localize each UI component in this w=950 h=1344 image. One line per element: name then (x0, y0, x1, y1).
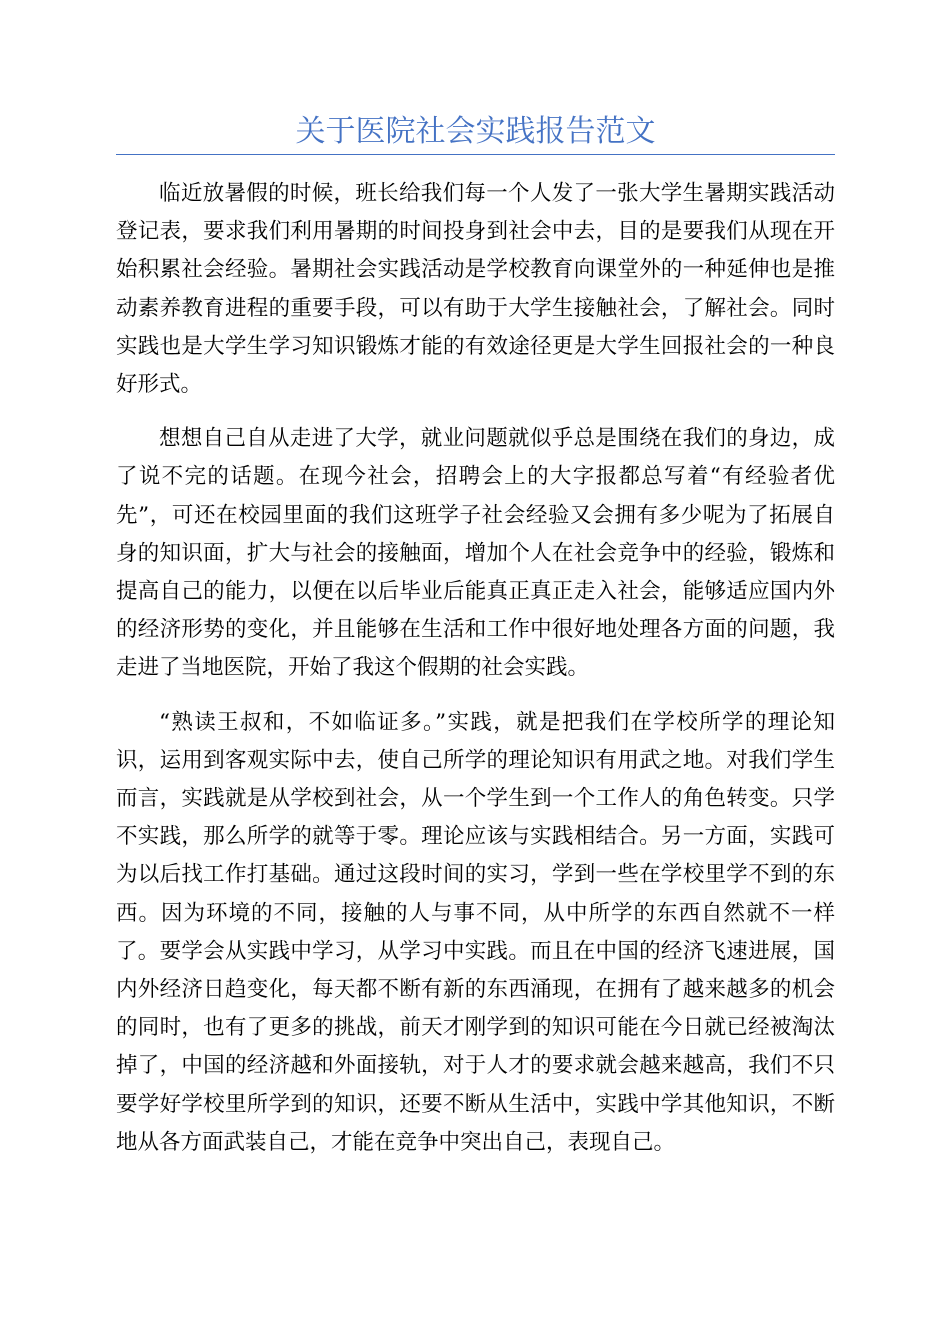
title-underline (116, 154, 835, 155)
document-title: 关于医院社会实践报告范文 (295, 114, 656, 149)
document-body (116, 175, 835, 1178)
paragraph-2: 想想自己自从走进了大学，就业问题就似乎总是围绕在我们的身边，成了说不完的话题。在现今社会，招聘会上的大字报都总写着“有经验者优先”，可还在校园里面的我们这班学子社会经验又会拥有多少呢为了拓展自身的知识面，扩大与社会的接触面，增加个人在社会竞争中的经验，锻炼和提高自己的能力，以便在以后毕业后能真正真正走入社会，能够适应国内外的经济形势的变化，并且能够在生活和工作中很好地处理各方面的问题，我走进了当地医院，开始了我这个假期的社会实践。 (116, 426, 835, 681)
paragraph-1: 临近放暑假的时候，班长给我们每一个人发了一张大学生暑期实践活动登记表，要求我们利用暑期的时间投身到社会中去，目的是要我们从现在开始积累社会经验。暑期社会实践活动是学校教育向课堂外的一种延伸也是推动素养教育进程的重要手段，可以有助于大学生接触社会，了解社会。同时实践也是大学生学习知识锻炼才能的有效途径更是大学生回报社会的一种良好形式。 (116, 181, 835, 398)
paragraph-3: “熟读王叔和，不如临证多。”实践，就是把我们在学校所学的理论知识，运用到客观实际中去，使自己所学的理论知识有用武之地。对我们学生而言，实践就是从学校到社会，从一个学生到一个工作人的角色转变。只学不实践，那么所学的就等于零。理论应该与实践相结合。另一方面，实践可为以后找工作打基础。通过这段时间的实习，学到一些在学校里学不到的东西。因为环境的不同，接触的人与事不同，从中所学的东西自然就不一样了。要学会从实践中学习，从学习中实践。而且在中国的经济飞速进展，国内外经济日趋变化，每天都不断有新的东西涌现，在拥有了越来越多的机会的同时，也有了更多的挑战，前天才刚学到的知识可能在今日就已经被淘汰掉了，中国的经济越和外面接轨，对于人才的要求就会越来越高，我们不只要学好学校里所学到的知识，还要不断从生活中，实践中学其他知识，不断地从各方面武装自己，才能在竞争中突出自己，表现自己。 (116, 709, 835, 1155)
